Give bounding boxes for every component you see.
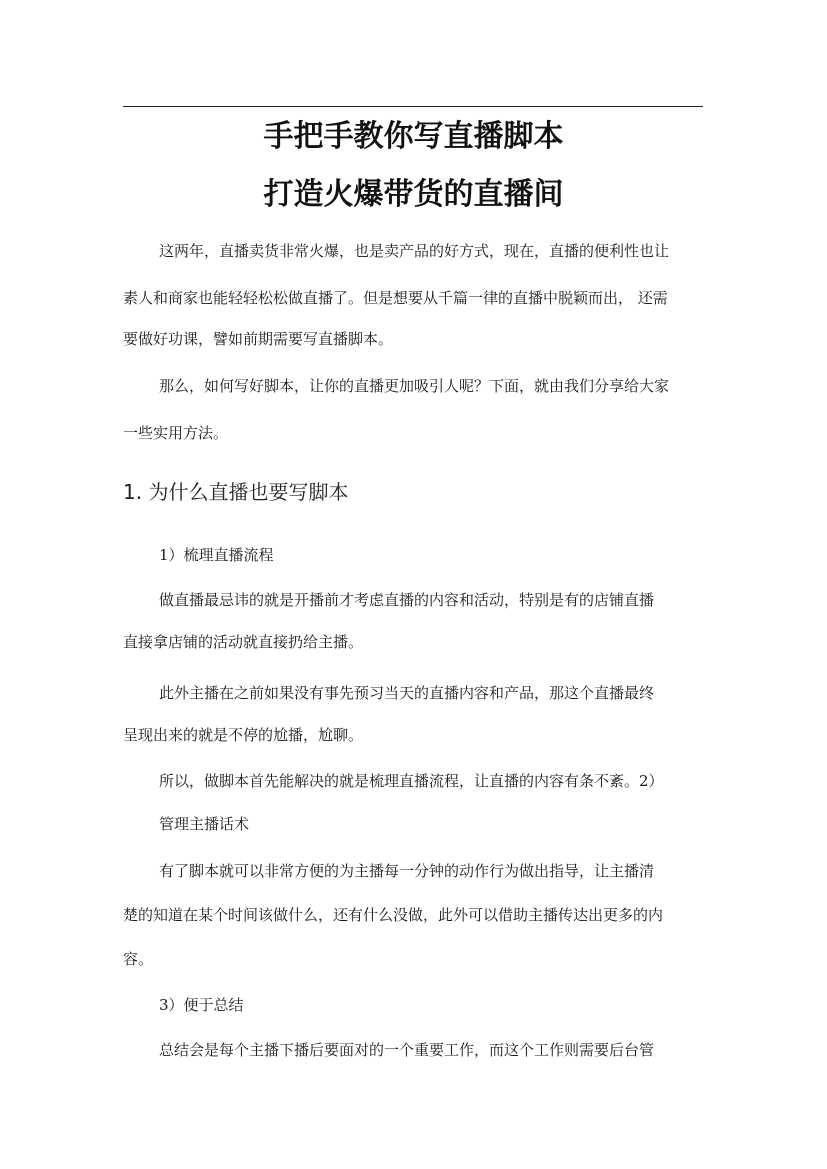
paragraph-line: 容。 xyxy=(123,950,154,968)
intro-line: 一些实用方法。 xyxy=(123,424,229,442)
intro-line: 这两年，直播卖货非常火爆，也是卖产品的好方式，现在，直播的便利性也让 xyxy=(159,242,670,260)
document-title-line-1: 手把手教你写直播脚本 xyxy=(263,119,564,154)
intro-line: 那么，如何写好脚本，让你的直播更加吸引人呢？下面，就由我们分享给大家 xyxy=(159,377,670,395)
paragraph-line: 总结会是每个主播下播后要面对的一个重要工作，而这个工作则需要后台管 xyxy=(159,1041,655,1059)
paragraph-line: 所以，做脚本首先能解决的就是梳理直播流程，让直播的内容有条不紊。2） xyxy=(159,772,664,790)
paragraph-line: 呈现出来的就是不停的尬播，尬聊。 xyxy=(123,726,364,744)
paragraph-line: 有了脚本就可以非常方便的为主播每一分钟的动作行为做出指导，让主播清 xyxy=(159,862,655,880)
intro-line: 素人和商家也能轻轻松松做直播了。但是想要从千篇一律的直播中脱颖而出， 还需 xyxy=(123,289,668,307)
section-heading: 1. 为什么直播也要写脚本 xyxy=(123,480,349,504)
subsection-label: 3）便于总结 xyxy=(159,996,244,1014)
intro-line: 要做好功课，譬如前期需要写直播脚本。 xyxy=(123,330,394,348)
paragraph-line: 此外主播在之前如果没有事先预习当天的直播内容和产品，那这个直播最终 xyxy=(159,684,655,702)
paragraph-line: 直接拿店铺的活动就直接扔给主播。 xyxy=(123,633,364,651)
paragraph-line: 做直播最忌讳的就是开播前才考虑直播的内容和活动，特别是有的店铺直播 xyxy=(159,591,655,609)
header-rule xyxy=(123,106,703,107)
subsection-label: 1）梳理直播流程 xyxy=(159,546,274,564)
paragraph-line: 楚的知道在某个时间该做什么，还有什么没做，此外可以借助主播传达出更多的内 xyxy=(123,906,664,924)
subsection-label: 管理主播话术 xyxy=(159,815,250,833)
document-title-line-2: 打造火爆带货的直播间 xyxy=(263,177,564,212)
